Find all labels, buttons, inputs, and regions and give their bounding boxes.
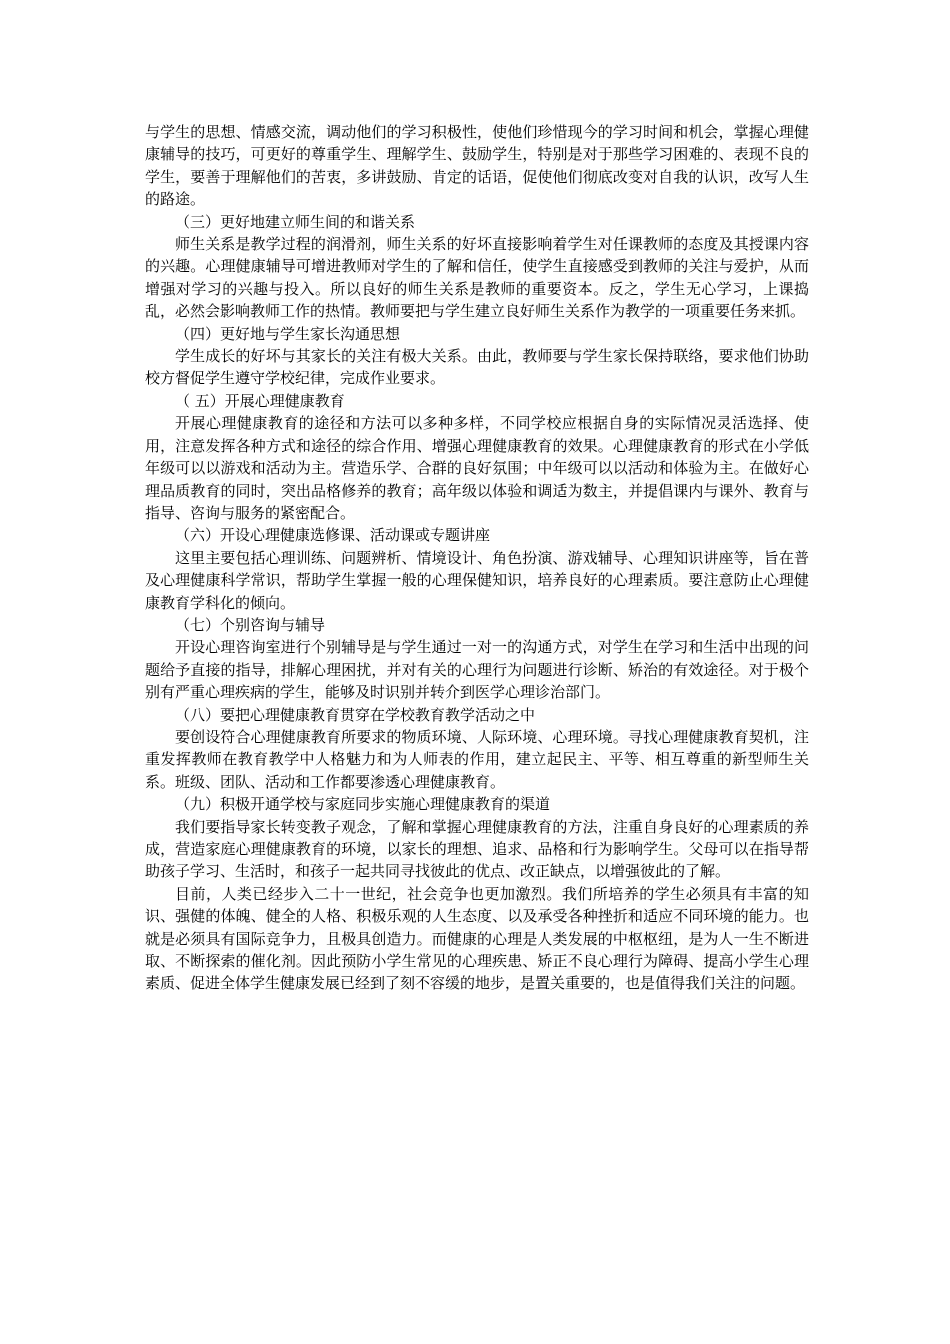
section-heading-4: （四）更好地与学生家长沟通思想 bbox=[175, 324, 401, 343]
paragraph: 学生成长的好坏与其家长的关注有极大关系。由此，教师要与学生家长保持联络，要求他们协助校方督促学生遵守学校纪律，完成作业要求。 bbox=[145, 347, 809, 388]
paragraph: 这里主要包括心理训练、问题辨析、情境设计、角色扮演、游戏辅导、心理知识讲座等，旨在普及心理健康科学常识，帮助学生掌握一般的心理保健知识，培养良好的心理素质。要注意防止心理健康教育学科化的倾向。 bbox=[145, 548, 809, 612]
paragraph: 师生关系是教学过程的润滑剂，师生关系的好坏直接影响着学生对任课教师的态度及其授课内容的兴趣。心理健康辅导可增进教师对学生的了解和信任，使学生直接感受到教师的关注与爱护，从而增强对学习的兴趣与投入。所以良好的师生关系是教师的重要资本。反之，学生无心学习，上课捣乱，必然会影响教师工作的热情。教师要把与学生建立良好师生关系作为教学的一项重要任务来抓。 bbox=[145, 235, 809, 321]
section-heading-9: （九）积极开通学校与家庭同步实施心理健康教育的渠道 bbox=[175, 795, 551, 814]
section-heading-6: （六）开设心理健康选修课、活动课或专题讲座 bbox=[175, 526, 491, 545]
section-heading-8: （八）要把心理健康教育贯穿在学校教育教学活动之中 bbox=[175, 705, 536, 724]
paragraph-conclusion: 目前，人类已经步入二十一世纪，社会竞争也更加激烈。我们所培养的学生必须具有丰富的知识、强健的体魄、健全的人格、积极乐观的人生态度、以及承受各种挫折和适应不同环境的能力。也就是必须具有国际竞争力，且极具创造力。而健康的心理是人类发展的中枢枢纽，是为人一生不断进取、不断探索的催化剂。因此预防小学生常见的心理疾患、矫正不良心理行为障碍、提高小学生心理素质、促进全体学生健康发展已经到了刻不容缓的地步，是置关重要的，也是值得我们关注的问题。 bbox=[145, 884, 809, 993]
paragraph: 开设心理咨询室进行个别辅导是与学生通过一对一的沟通方式，对学生在学习和生活中出现的问题给予直接的指导，排解心理困扰，并对有关的心理行为问题进行诊断、矫治的有效途径。对于极个别有严重心理疾病的学生，能够及时识别并转介到医学心理诊治部门。 bbox=[145, 638, 809, 702]
section-heading-7: （七）个别咨询与辅导 bbox=[175, 615, 326, 634]
section-heading-3: （三）更好地建立师生间的和谐关系 bbox=[175, 212, 416, 231]
document-page bbox=[145, 121, 809, 995]
paragraph: 要创设符合心理健康教育所要求的物质环境、人际环境、心理环境。寻找心理健康教育契机，注重发挥教师在教育教学中人格魅力和为人师表的作用，建立起民主、平等、相互尊重的新型师生关系。班级、团队、活动和工作都要渗透心理健康教育。 bbox=[145, 727, 809, 791]
paragraph: 开展心理健康教育的途径和方法可以多种多样，不同学校应根据自身的实际情况灵活选择、使用，注意发挥各种方式和途径的综合作用、增强心理健康教育的效果。心理健康教育的形式在小学低年级可以以游戏和活动为主。营造乐学、合群的良好氛围；中年级可以以活动和体验为主。在做好心理品质教育的同时，突出品格修养的教育；高年级以体验和调适为数主，并提倡课内与课外、教育与指导、咨询与服务的紧密配合。 bbox=[145, 414, 809, 522]
section-heading-5: （ 五）开展心理健康教育 bbox=[175, 391, 345, 410]
paragraph: 我们要指导家长转变教子观念，了解和掌握心理健康教育的方法，注重自身良好的心理素质的养成，营造家庭心理健康教育的环境，以家长的理想、追求、品格和行为影响学生。父母可以在指导帮助孩子学习、生活时，和孩子一起共同寻找彼此的优点、改正缺点，以增强彼此的了解。 bbox=[145, 817, 809, 881]
paragraph-continuation: 与学生的思想、情感交流，调动他们的学习积极性，使他们珍惜现今的学习时间和机会，掌握心理健康辅导的技巧，可更好的尊重学生、理解学生、鼓励学生，特别是对于那些学习困难的、表现不良的学生，要善于理解他们的苦衷，多讲鼓励、肯定的话语，促使他们彻底改变对自我的认识，改写人生的路途。 bbox=[145, 123, 809, 209]
